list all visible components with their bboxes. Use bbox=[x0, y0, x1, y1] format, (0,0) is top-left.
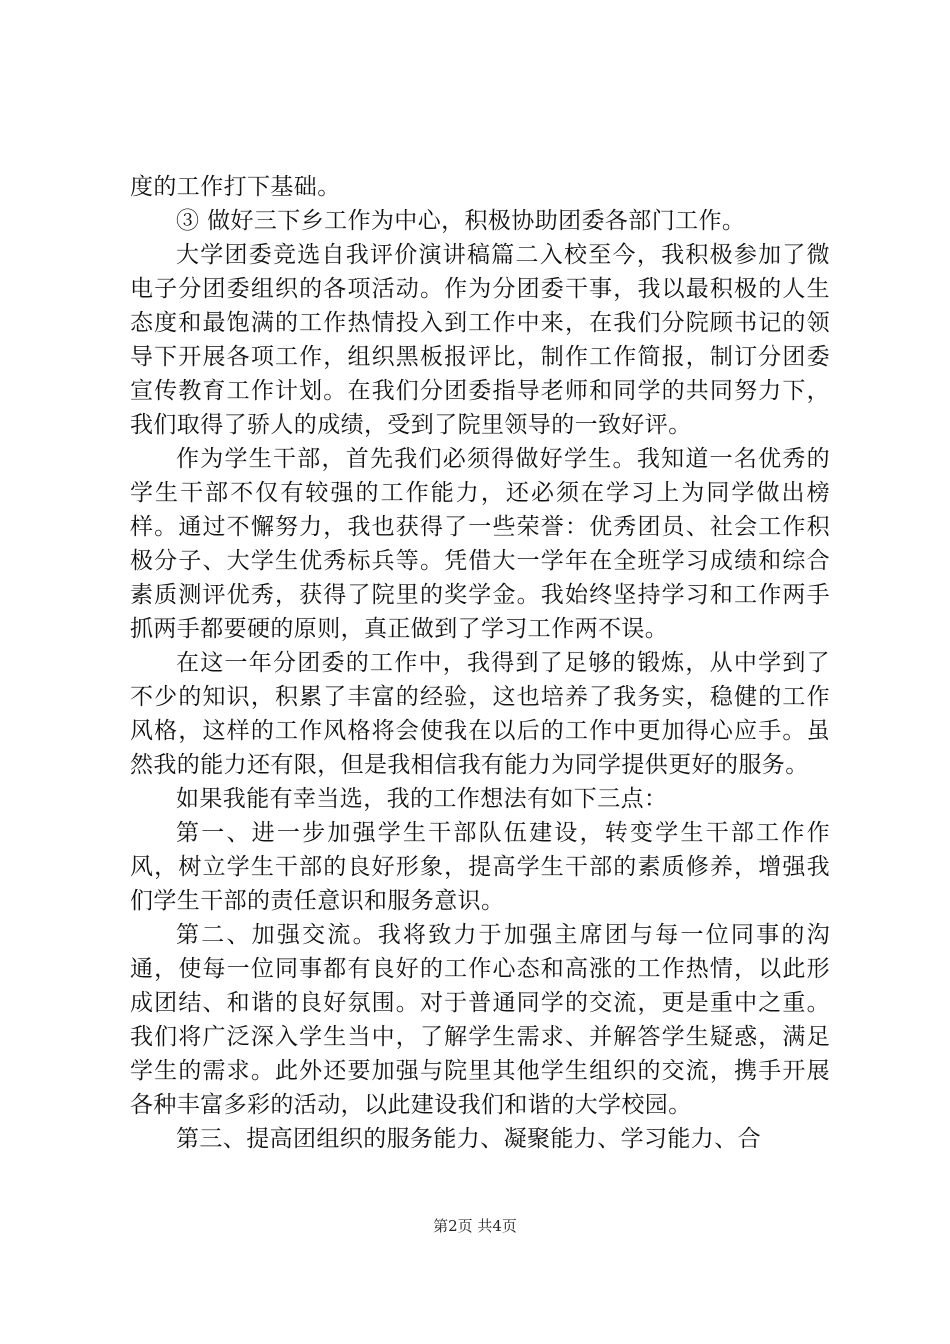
paragraph-experience: 在这一年分团委的工作中，我得到了足够的锻炼，从中学到了不少的知识，积累了丰富的经验，这也培养了我务实，稳健的工作风格，这样的工作风格将会使我在以后的工作中更加得心应手。虽然我的能力还有限，但是我相信我有能力为同学提供更好的服务。 bbox=[130, 650, 830, 778]
paragraph-continuation: 度的工作打下基础。 bbox=[130, 174, 341, 200]
paragraph-intro: 大学团委竞选自我评价演讲稿篇二入校至今，我积极参加了微电子分团委组织的各项活动。作为分团委干事，我以最积极的人生态度和最饱满的工作热情投入到工作中来，在我们分院顾书记的领导下开展各项工作，组织黑板报评比，制作工作简报，制订分团委宣传教育工作计划。在我们分团委指导老师和同学的共同努力下，我们取得了骄人的成绩，受到了院里领导的一致好评。 bbox=[130, 242, 830, 438]
paragraph-plans-intro: 如果我能有幸当选，我的工作想法有如下三点： bbox=[176, 786, 668, 812]
paragraph-item-3: ③ 做好三下乡工作为中心，积极协助团委各部门工作。 bbox=[176, 208, 746, 234]
paragraph-plan-third: 第三、提高团组织的服务能力、凝聚能力、学习能力、合 bbox=[176, 1126, 761, 1152]
paragraph-student-leader: 作为学生干部，首先我们必须得做好学生。我知道一名优秀的学生干部不仅有较强的工作能力，还必须在学习上为同学做出榜样。通过不懈努力，我也获得了一些荣誉：优秀团员、社会工作积极分子、大学生优秀标兵等。凭借大一学年在全班学习成绩和综合素质测评优秀，获得了院里的奖学金。我始终坚持学习和工作两手抓两手都要硬的原则，真正做到了学习工作两不误。 bbox=[130, 446, 830, 642]
page-number-footer: 第2页 共4页 bbox=[433, 1217, 517, 1235]
document-body bbox=[130, 170, 830, 1156]
paragraph-plan-second: 第二、加强交流。我将致力于加强主席团与每一位同事的沟通，使每一位同事都有良好的工作心态和高涨的工作热情，以此形成团结、和谐的良好氛围。对于普通同学的交流，更是重中之重。我们将广泛深入学生当中，了解学生需求、并解答学生疑惑，满足学生的需求。此外还要加强与院里其他学生组织的交流，携手开展各种丰富多彩的活动，以此建设我们和谐的大学校园。 bbox=[130, 922, 830, 1118]
paragraph-plan-first: 第一、进一步加强学生干部队伍建设，转变学生干部工作作风，树立学生干部的良好形象，提高学生干部的素质修养，增强我们学生干部的责任意识和服务意识。 bbox=[130, 820, 830, 914]
